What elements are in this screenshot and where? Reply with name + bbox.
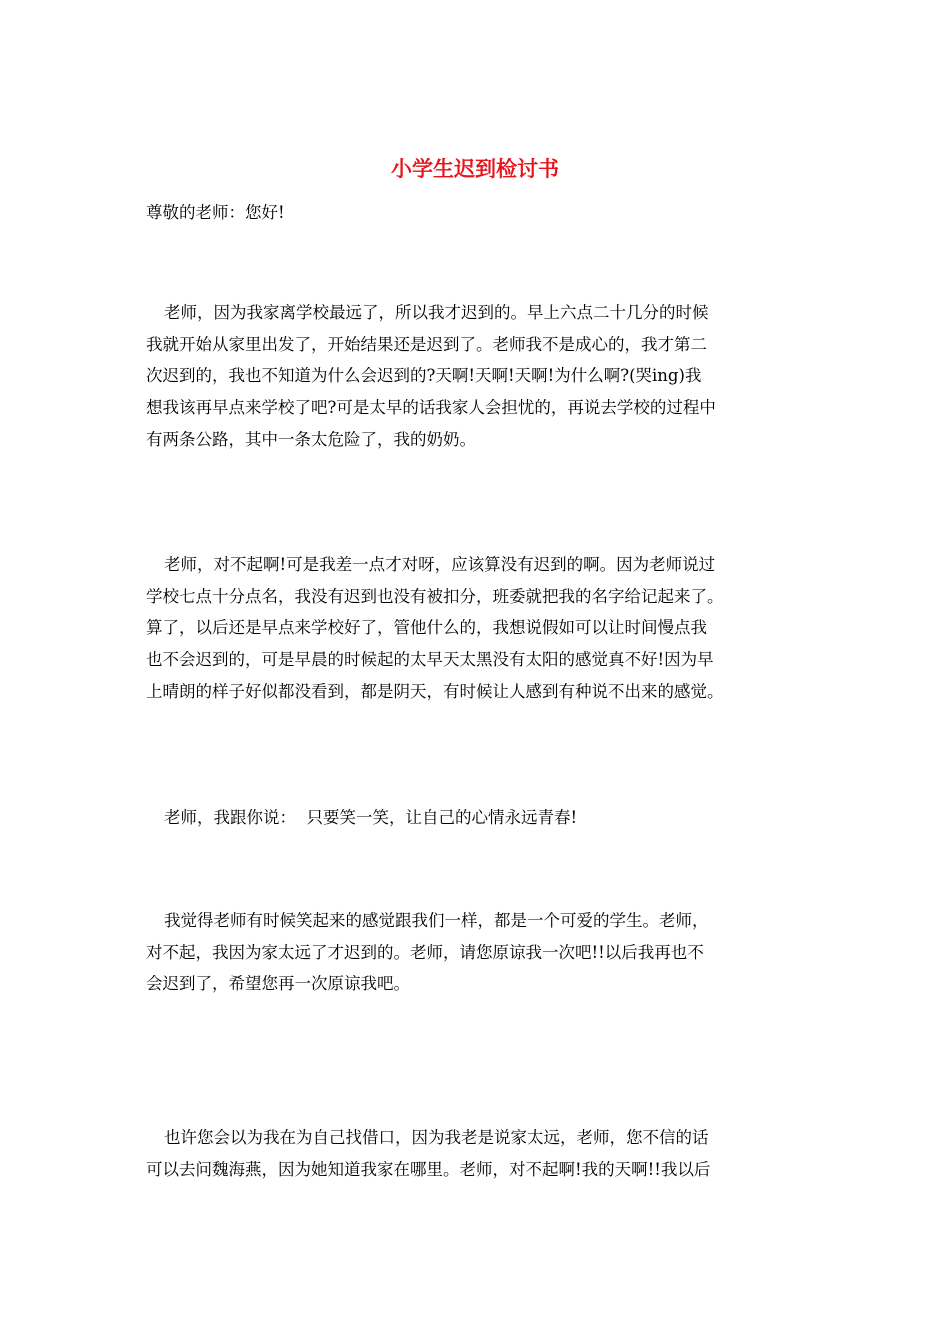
paragraph-line: 学校七点十分点名，我没有迟到也没有被扣分，班委就把我的名字给记起来了。 [146, 586, 724, 606]
paragraph-line: 想我该再早点来学校了吧?可是太早的话我家人会担忧的，再说去学校的过程中 [146, 398, 716, 418]
paragraph-line: 可以去问魏海燕，因为她知道我家在哪里。老师，对不起啊!我的天啊!!我以后 [146, 1159, 711, 1179]
paragraph-line: 次迟到的，我也不知道为什么会迟到的?天啊!天啊!天啊!为什么啊?(哭ing)我 [146, 366, 702, 386]
paragraph-line: 算了，以后还是早点来学校好了，管他什么的，我想说假如可以让时间慢点我 [146, 618, 707, 638]
paragraph-line: 有两条公路，其中一条太危险了，我的奶奶。 [146, 429, 476, 449]
paragraph-3 [146, 802, 810, 834]
paragraph-5 [146, 1122, 810, 1185]
document-title: 小学生迟到检讨书 [391, 156, 559, 181]
paragraph-line: 会迟到了，希望您再一次原谅我吧。 [146, 974, 410, 994]
paragraph-line: 也不会迟到的，可是早晨的时候起的太早天太黑没有太阳的感觉真不好!因为早 [146, 650, 714, 670]
paragraph-line: 我就开始从家里出发了，开始结果还是迟到了。老师我不是成心的，我才第二 [146, 334, 707, 354]
paragraph-line: 老师，对不起啊!可是我差一点才对呀，应该算没有迟到的啊。因为老师说过 [164, 555, 716, 574]
paragraph-line: 对不起，我因为家太远了才迟到的。老师，请您原谅我一次吧!!以后我再也不 [146, 942, 704, 962]
paragraph-line: 上晴朗的样子好似都没看到，都是阴天，有时候让人感到有种说不出来的感觉。 [146, 681, 724, 701]
greeting: 尊敬的老师：您好! [146, 203, 285, 222]
paragraph-1 [146, 297, 810, 456]
paragraph-line: 也许您会以为我在为自己找借口，因为我老是说家太远，老师，您不信的话 [164, 1128, 709, 1147]
paragraph-4 [146, 905, 810, 1000]
paragraph-line: 老师，我跟你说： 只要笑一笑，让自己的心情永远青春! [164, 808, 578, 827]
paragraph-2 [146, 549, 810, 708]
paragraph-line: 我觉得老师有时候笑起来的感觉跟我们一样，都是一个可爱的学生。老师， [164, 911, 709, 930]
paragraph-line: 老师，因为我家离学校最远了，所以我才迟到的。早上六点二十几分的时候 [164, 303, 709, 322]
